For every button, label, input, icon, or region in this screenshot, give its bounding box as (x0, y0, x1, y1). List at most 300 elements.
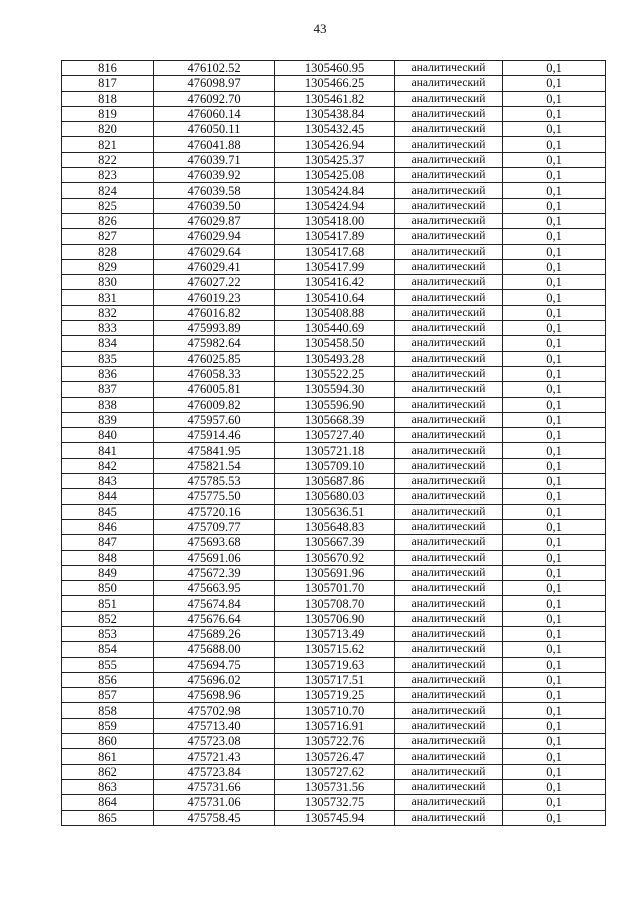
accuracy-cell: 0,1 (503, 229, 606, 244)
point-number-cell: 819 (62, 106, 154, 121)
point-number-cell: 832 (62, 305, 154, 320)
y-coordinate-cell: 1305408.88 (275, 305, 395, 320)
y-coordinate-cell: 1305636.51 (275, 504, 395, 519)
x-coordinate-cell: 475696.02 (154, 672, 275, 687)
x-coordinate-cell: 475698.96 (154, 688, 275, 703)
method-cell: аналитический (395, 244, 503, 259)
method-cell: аналитический (395, 336, 503, 351)
method-cell: аналитический (395, 168, 503, 183)
point-number-cell: 859 (62, 718, 154, 733)
accuracy-cell: 0,1 (503, 290, 606, 305)
x-coordinate-cell: 475676.64 (154, 611, 275, 626)
method-cell: аналитический (395, 734, 503, 749)
accuracy-cell: 0,1 (503, 244, 606, 259)
y-coordinate-cell: 1305719.25 (275, 688, 395, 703)
table-row (62, 351, 606, 366)
x-coordinate-cell: 476058.33 (154, 366, 275, 381)
table-row (62, 137, 606, 152)
x-coordinate-cell: 476050.11 (154, 122, 275, 137)
table-row (62, 76, 606, 91)
y-coordinate-cell: 1305680.03 (275, 489, 395, 504)
x-coordinate-cell: 475702.98 (154, 703, 275, 718)
method-cell: аналитический (395, 382, 503, 397)
x-coordinate-cell: 475731.66 (154, 779, 275, 794)
table-row (62, 106, 606, 121)
method-cell: аналитический (395, 657, 503, 672)
method-cell: аналитический (395, 581, 503, 596)
method-cell: аналитический (395, 795, 503, 810)
method-cell: аналитический (395, 198, 503, 213)
x-coordinate-cell: 476029.87 (154, 213, 275, 228)
accuracy-cell: 0,1 (503, 626, 606, 641)
accuracy-cell: 0,1 (503, 91, 606, 106)
y-coordinate-cell: 1305709.10 (275, 458, 395, 473)
y-coordinate-cell: 1305708.70 (275, 596, 395, 611)
point-number-cell: 846 (62, 519, 154, 534)
table-row (62, 152, 606, 167)
method-cell: аналитический (395, 504, 503, 519)
table-row (62, 305, 606, 320)
point-number-cell: 857 (62, 688, 154, 703)
method-cell: аналитический (395, 412, 503, 427)
accuracy-cell: 0,1 (503, 137, 606, 152)
table-row (62, 688, 606, 703)
method-cell: аналитический (395, 565, 503, 580)
y-coordinate-cell: 1305596.90 (275, 397, 395, 412)
accuracy-cell: 0,1 (503, 795, 606, 810)
point-number-cell: 850 (62, 581, 154, 596)
table-row (62, 626, 606, 641)
point-number-cell: 833 (62, 321, 154, 336)
method-cell: аналитический (395, 61, 503, 76)
y-coordinate-cell: 1305438.84 (275, 106, 395, 121)
accuracy-cell: 0,1 (503, 443, 606, 458)
accuracy-cell: 0,1 (503, 611, 606, 626)
point-number-cell: 840 (62, 428, 154, 443)
table-row (62, 519, 606, 534)
accuracy-cell: 0,1 (503, 275, 606, 290)
y-coordinate-cell: 1305424.94 (275, 198, 395, 213)
method-cell: аналитический (395, 305, 503, 320)
x-coordinate-cell: 475713.40 (154, 718, 275, 733)
accuracy-cell: 0,1 (503, 183, 606, 198)
table-row (62, 366, 606, 381)
accuracy-cell: 0,1 (503, 734, 606, 749)
point-number-cell: 854 (62, 642, 154, 657)
table-row (62, 749, 606, 764)
table-row (62, 657, 606, 672)
point-number-cell: 863 (62, 779, 154, 794)
accuracy-cell: 0,1 (503, 504, 606, 519)
y-coordinate-cell: 1305726.47 (275, 749, 395, 764)
y-coordinate-cell: 1305493.28 (275, 351, 395, 366)
table-row (62, 183, 606, 198)
point-number-cell: 862 (62, 764, 154, 779)
y-coordinate-cell: 1305715.62 (275, 642, 395, 657)
method-cell: аналитический (395, 428, 503, 443)
point-number-cell: 842 (62, 458, 154, 473)
point-number-cell: 837 (62, 382, 154, 397)
point-number-cell: 851 (62, 596, 154, 611)
method-cell: аналитический (395, 275, 503, 290)
accuracy-cell: 0,1 (503, 412, 606, 427)
table-row (62, 642, 606, 657)
method-cell: аналитический (395, 749, 503, 764)
point-number-cell: 852 (62, 611, 154, 626)
table-row (62, 412, 606, 427)
accuracy-cell: 0,1 (503, 764, 606, 779)
y-coordinate-cell: 1305691.96 (275, 565, 395, 580)
x-coordinate-cell: 475841.95 (154, 443, 275, 458)
accuracy-cell: 0,1 (503, 336, 606, 351)
table-row (62, 336, 606, 351)
x-coordinate-cell: 475689.26 (154, 626, 275, 641)
method-cell: аналитический (395, 810, 503, 825)
method-cell: аналитический (395, 703, 503, 718)
table-row (62, 122, 606, 137)
table-row (62, 565, 606, 580)
accuracy-cell: 0,1 (503, 351, 606, 366)
table-row (62, 168, 606, 183)
x-coordinate-cell: 475821.54 (154, 458, 275, 473)
y-coordinate-cell: 1305701.70 (275, 581, 395, 596)
y-coordinate-cell: 1305410.64 (275, 290, 395, 305)
table-row (62, 779, 606, 794)
method-cell: аналитический (395, 489, 503, 504)
x-coordinate-cell: 476039.71 (154, 152, 275, 167)
accuracy-cell: 0,1 (503, 535, 606, 550)
method-cell: аналитический (395, 351, 503, 366)
x-coordinate-cell: 475720.16 (154, 504, 275, 519)
point-number-cell: 845 (62, 504, 154, 519)
accuracy-cell: 0,1 (503, 428, 606, 443)
table-row (62, 718, 606, 733)
accuracy-cell: 0,1 (503, 596, 606, 611)
method-cell: аналитический (395, 397, 503, 412)
table-row (62, 290, 606, 305)
method-cell: аналитический (395, 519, 503, 534)
table-row (62, 259, 606, 274)
y-coordinate-cell: 1305432.45 (275, 122, 395, 137)
y-coordinate-cell: 1305687.86 (275, 474, 395, 489)
method-cell: аналитический (395, 137, 503, 152)
method-cell: аналитический (395, 550, 503, 565)
method-cell: аналитический (395, 779, 503, 794)
point-number-cell: 824 (62, 183, 154, 198)
y-coordinate-cell: 1305727.40 (275, 428, 395, 443)
x-coordinate-cell: 476039.92 (154, 168, 275, 183)
point-number-cell: 835 (62, 351, 154, 366)
accuracy-cell: 0,1 (503, 489, 606, 504)
method-cell: аналитический (395, 321, 503, 336)
y-coordinate-cell: 1305417.89 (275, 229, 395, 244)
x-coordinate-cell: 476005.81 (154, 382, 275, 397)
table-row (62, 244, 606, 259)
method-cell: аналитический (395, 122, 503, 137)
method-cell: аналитический (395, 458, 503, 473)
accuracy-cell: 0,1 (503, 213, 606, 228)
method-cell: аналитический (395, 535, 503, 550)
accuracy-cell: 0,1 (503, 122, 606, 137)
y-coordinate-cell: 1305667.39 (275, 535, 395, 550)
y-coordinate-cell: 1305745.94 (275, 810, 395, 825)
accuracy-cell: 0,1 (503, 565, 606, 580)
method-cell: аналитический (395, 76, 503, 91)
accuracy-cell: 0,1 (503, 76, 606, 91)
y-coordinate-cell: 1305522.25 (275, 366, 395, 381)
table-row (62, 61, 606, 76)
point-number-cell: 844 (62, 489, 154, 504)
y-coordinate-cell: 1305717.51 (275, 672, 395, 687)
accuracy-cell: 0,1 (503, 642, 606, 657)
accuracy-cell: 0,1 (503, 581, 606, 596)
table-row (62, 764, 606, 779)
x-coordinate-cell: 475672.39 (154, 565, 275, 580)
method-cell: аналитический (395, 611, 503, 626)
point-number-cell: 817 (62, 76, 154, 91)
x-coordinate-cell: 476098.97 (154, 76, 275, 91)
y-coordinate-cell: 1305458.50 (275, 336, 395, 351)
point-number-cell: 853 (62, 626, 154, 641)
x-coordinate-cell: 476029.41 (154, 259, 275, 274)
method-cell: аналитический (395, 213, 503, 228)
x-coordinate-cell: 475709.77 (154, 519, 275, 534)
point-number-cell: 820 (62, 122, 154, 137)
y-coordinate-cell: 1305417.99 (275, 259, 395, 274)
method-cell: аналитический (395, 626, 503, 641)
y-coordinate-cell: 1305668.39 (275, 412, 395, 427)
x-coordinate-cell: 475775.50 (154, 489, 275, 504)
x-coordinate-cell: 475721.43 (154, 749, 275, 764)
y-coordinate-cell: 1305670.92 (275, 550, 395, 565)
y-coordinate-cell: 1305722.76 (275, 734, 395, 749)
accuracy-cell: 0,1 (503, 749, 606, 764)
point-number-cell: 829 (62, 259, 154, 274)
accuracy-cell: 0,1 (503, 810, 606, 825)
method-cell: аналитический (395, 183, 503, 198)
point-number-cell: 848 (62, 550, 154, 565)
x-coordinate-cell: 476092.70 (154, 91, 275, 106)
accuracy-cell: 0,1 (503, 168, 606, 183)
point-number-cell: 827 (62, 229, 154, 244)
x-coordinate-cell: 475957.60 (154, 412, 275, 427)
x-coordinate-cell: 476041.88 (154, 137, 275, 152)
table-row (62, 458, 606, 473)
method-cell: аналитический (395, 152, 503, 167)
accuracy-cell: 0,1 (503, 259, 606, 274)
point-number-cell: 856 (62, 672, 154, 687)
point-number-cell: 818 (62, 91, 154, 106)
accuracy-cell: 0,1 (503, 152, 606, 167)
y-coordinate-cell: 1305466.25 (275, 76, 395, 91)
table-row (62, 535, 606, 550)
method-cell: аналитический (395, 718, 503, 733)
table-row (62, 611, 606, 626)
y-coordinate-cell: 1305719.63 (275, 657, 395, 672)
table-row (62, 734, 606, 749)
table-row (62, 672, 606, 687)
table-row (62, 795, 606, 810)
point-number-cell: 860 (62, 734, 154, 749)
method-cell: аналитический (395, 443, 503, 458)
table-row (62, 428, 606, 443)
method-cell: аналитический (395, 642, 503, 657)
x-coordinate-cell: 475723.84 (154, 764, 275, 779)
table-row (62, 382, 606, 397)
table-row (62, 504, 606, 519)
page-number: 43 (313, 21, 327, 36)
y-coordinate-cell: 1305418.00 (275, 213, 395, 228)
method-cell: аналитический (395, 290, 503, 305)
point-number-cell: 822 (62, 152, 154, 167)
x-coordinate-cell: 475694.75 (154, 657, 275, 672)
x-coordinate-cell: 476039.58 (154, 183, 275, 198)
point-number-cell: 823 (62, 168, 154, 183)
x-coordinate-cell: 475914.46 (154, 428, 275, 443)
y-coordinate-cell: 1305417.68 (275, 244, 395, 259)
method-cell: аналитический (395, 672, 503, 687)
table-row (62, 581, 606, 596)
y-coordinate-cell: 1305648.83 (275, 519, 395, 534)
point-number-cell: 831 (62, 290, 154, 305)
point-number-cell: 865 (62, 810, 154, 825)
table-row (62, 229, 606, 244)
point-number-cell: 858 (62, 703, 154, 718)
method-cell: аналитический (395, 688, 503, 703)
x-coordinate-cell: 476060.14 (154, 106, 275, 121)
y-coordinate-cell: 1305731.56 (275, 779, 395, 794)
y-coordinate-cell: 1305710.70 (275, 703, 395, 718)
y-coordinate-cell: 1305425.37 (275, 152, 395, 167)
point-number-cell: 830 (62, 275, 154, 290)
table-row (62, 443, 606, 458)
point-number-cell: 861 (62, 749, 154, 764)
table-body (62, 61, 606, 826)
y-coordinate-cell: 1305426.94 (275, 137, 395, 152)
point-number-cell: 849 (62, 565, 154, 580)
y-coordinate-cell: 1305706.90 (275, 611, 395, 626)
method-cell: аналитический (395, 229, 503, 244)
accuracy-cell: 0,1 (503, 198, 606, 213)
table-row (62, 596, 606, 611)
y-coordinate-cell: 1305416.42 (275, 275, 395, 290)
table-row (62, 489, 606, 504)
x-coordinate-cell: 476016.82 (154, 305, 275, 320)
x-coordinate-cell: 475758.45 (154, 810, 275, 825)
point-number-cell: 828 (62, 244, 154, 259)
y-coordinate-cell: 1305460.95 (275, 61, 395, 76)
y-coordinate-cell: 1305727.62 (275, 764, 395, 779)
y-coordinate-cell: 1305721.18 (275, 443, 395, 458)
x-coordinate-cell: 475663.95 (154, 581, 275, 596)
accuracy-cell: 0,1 (503, 397, 606, 412)
accuracy-cell: 0,1 (503, 688, 606, 703)
accuracy-cell: 0,1 (503, 366, 606, 381)
table-row (62, 474, 606, 489)
x-coordinate-cell: 476025.85 (154, 351, 275, 366)
y-coordinate-cell: 1305425.08 (275, 168, 395, 183)
y-coordinate-cell: 1305716.91 (275, 718, 395, 733)
x-coordinate-cell: 476039.50 (154, 198, 275, 213)
method-cell: аналитический (395, 106, 503, 121)
accuracy-cell: 0,1 (503, 382, 606, 397)
point-number-cell: 855 (62, 657, 154, 672)
accuracy-cell: 0,1 (503, 458, 606, 473)
table-row (62, 91, 606, 106)
point-number-cell: 816 (62, 61, 154, 76)
accuracy-cell: 0,1 (503, 672, 606, 687)
table-row (62, 810, 606, 825)
x-coordinate-cell: 476029.64 (154, 244, 275, 259)
accuracy-cell: 0,1 (503, 779, 606, 794)
point-number-cell: 864 (62, 795, 154, 810)
accuracy-cell: 0,1 (503, 550, 606, 565)
accuracy-cell: 0,1 (503, 703, 606, 718)
point-number-cell: 834 (62, 336, 154, 351)
point-number-cell: 821 (62, 137, 154, 152)
point-number-cell: 826 (62, 213, 154, 228)
point-number-cell: 836 (62, 366, 154, 381)
accuracy-cell: 0,1 (503, 474, 606, 489)
x-coordinate-cell: 475688.00 (154, 642, 275, 657)
x-coordinate-cell: 475982.64 (154, 336, 275, 351)
x-coordinate-cell: 475785.53 (154, 474, 275, 489)
table-row (62, 198, 606, 213)
table-row (62, 397, 606, 412)
x-coordinate-cell: 476029.94 (154, 229, 275, 244)
table-row (62, 321, 606, 336)
point-number-cell: 839 (62, 412, 154, 427)
x-coordinate-cell: 476102.52 (154, 61, 275, 76)
x-coordinate-cell: 475731.06 (154, 795, 275, 810)
x-coordinate-cell: 475693.68 (154, 535, 275, 550)
y-coordinate-cell: 1305713.49 (275, 626, 395, 641)
method-cell: аналитический (395, 259, 503, 274)
y-coordinate-cell: 1305594.30 (275, 382, 395, 397)
table-row (62, 703, 606, 718)
accuracy-cell: 0,1 (503, 61, 606, 76)
x-coordinate-cell: 475723.08 (154, 734, 275, 749)
y-coordinate-cell: 1305440.69 (275, 321, 395, 336)
point-number-cell: 843 (62, 474, 154, 489)
y-coordinate-cell: 1305424.84 (275, 183, 395, 198)
coordinates-table (61, 60, 606, 826)
x-coordinate-cell: 475993.89 (154, 321, 275, 336)
y-coordinate-cell: 1305732.75 (275, 795, 395, 810)
method-cell: аналитический (395, 366, 503, 381)
y-coordinate-cell: 1305461.82 (275, 91, 395, 106)
accuracy-cell: 0,1 (503, 519, 606, 534)
table-row (62, 213, 606, 228)
x-coordinate-cell: 476009.82 (154, 397, 275, 412)
x-coordinate-cell: 475691.06 (154, 550, 275, 565)
x-coordinate-cell: 476019.23 (154, 290, 275, 305)
point-number-cell: 847 (62, 535, 154, 550)
method-cell: аналитический (395, 91, 503, 106)
accuracy-cell: 0,1 (503, 657, 606, 672)
method-cell: аналитический (395, 764, 503, 779)
accuracy-cell: 0,1 (503, 305, 606, 320)
table-row (62, 275, 606, 290)
accuracy-cell: 0,1 (503, 718, 606, 733)
point-number-cell: 841 (62, 443, 154, 458)
accuracy-cell: 0,1 (503, 106, 606, 121)
point-number-cell: 825 (62, 198, 154, 213)
x-coordinate-cell: 475674.84 (154, 596, 275, 611)
table-row (62, 550, 606, 565)
x-coordinate-cell: 476027.22 (154, 275, 275, 290)
accuracy-cell: 0,1 (503, 321, 606, 336)
